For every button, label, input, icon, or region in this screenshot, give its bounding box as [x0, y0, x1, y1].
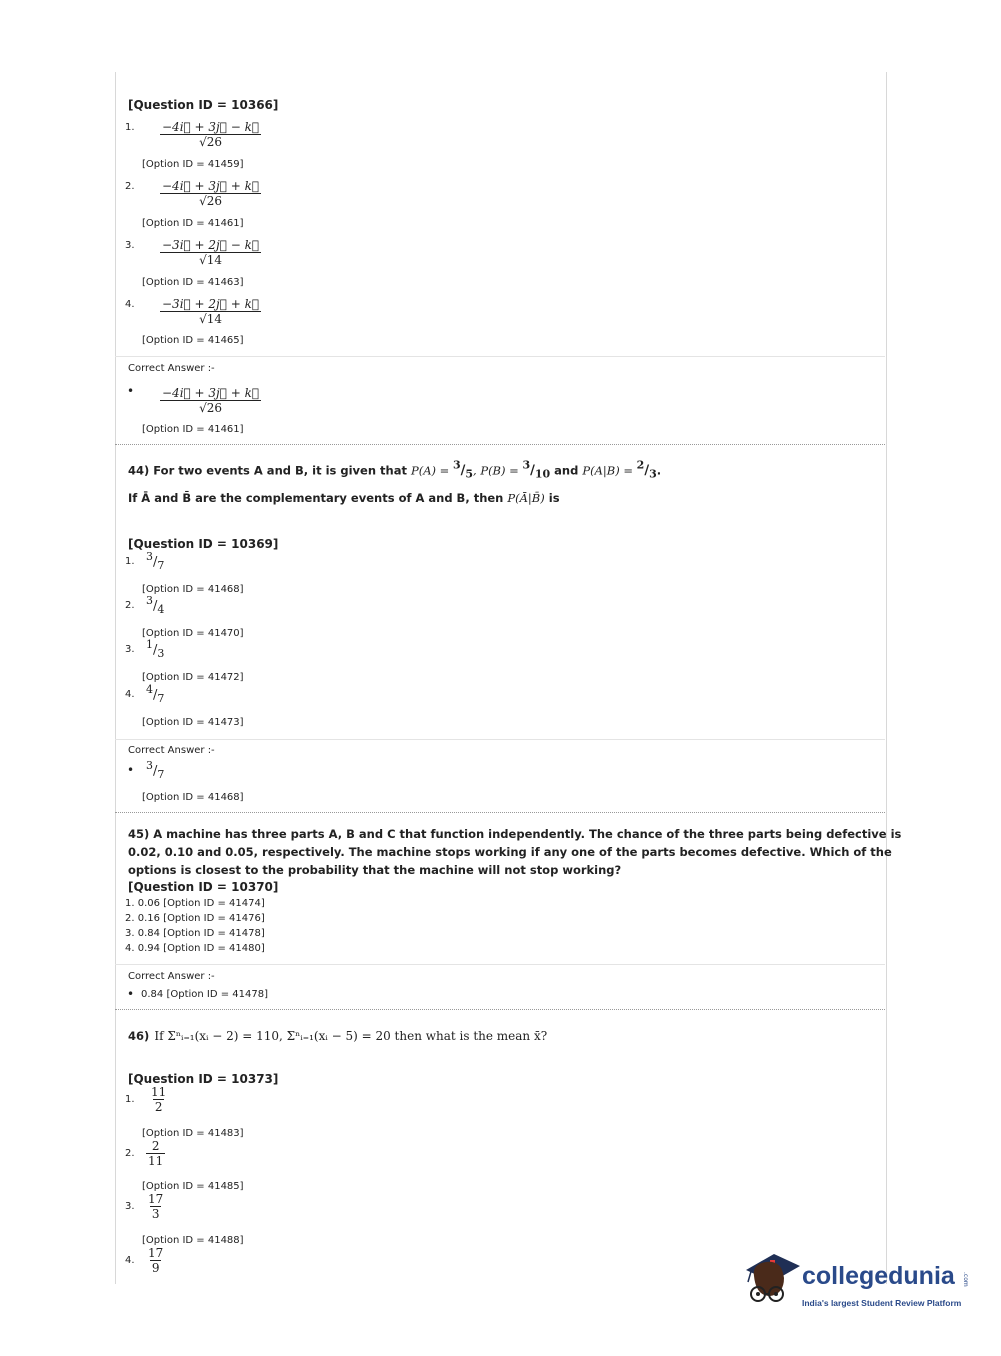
- correct-answer-label: Correct Answer :-: [128, 363, 215, 374]
- divider: [115, 812, 885, 813]
- fraction: $^3/_{10}$: [522, 459, 551, 481]
- question-44-text: 44) For two events A and B, it is given that $P(A) = ^3/_5$, $P(B) = ^3/_{10}$ and $P(A|B) = ^2/_3$.: [128, 459, 662, 481]
- option-3[interactable]: [160, 234, 261, 267]
- question-text: If Σⁿᵢ₌₁(xᵢ − 2) = 110, Σⁿᵢ₌₁(xᵢ − 5) = 20 then what is the mean x̄?: [154, 1029, 548, 1043]
- question-id: [Question ID = 10369]: [128, 537, 279, 551]
- frac-den: 7: [157, 767, 165, 781]
- frac-num: 1: [146, 638, 153, 651]
- option-2[interactable]: 2. 0.16 [Option ID = 41476]: [125, 913, 265, 924]
- frac-den: 11: [148, 1154, 164, 1168]
- option-4[interactable]: $^4/_7$: [146, 683, 165, 705]
- divider: [115, 1009, 885, 1010]
- mascot-icon: [744, 1250, 802, 1320]
- logo-name: collegedunia: [802, 1262, 955, 1290]
- option-id: [Option ID = 41459]: [142, 159, 244, 170]
- fraction: $^3/_5$: [452, 459, 474, 481]
- option-id: [Option ID = 41483]: [142, 1128, 244, 1139]
- question-45-text: [128, 825, 902, 879]
- option-id: [Option ID = 41465]: [142, 335, 244, 346]
- collegedunia-logo: [744, 1250, 974, 1320]
- correct-denominator: √26: [160, 400, 261, 415]
- frac-num: 2: [151, 1139, 160, 1153]
- frac-num: 4: [146, 683, 153, 696]
- option-number: 2.: [125, 1148, 135, 1159]
- option-id: [Option ID = 41473]: [142, 717, 244, 728]
- frac-num: 17: [148, 1246, 164, 1260]
- question-44-text-2: [128, 489, 560, 507]
- correct-answer-label: Correct Answer :-: [128, 971, 215, 982]
- frac-den: 7: [157, 558, 165, 572]
- fraction: $^2/_3$: [636, 459, 657, 481]
- bullet: •: [127, 763, 135, 777]
- question-number: 46): [128, 1029, 150, 1043]
- question-number: 45): [128, 827, 150, 841]
- question-line: A machine has three parts A, B and C that function independently. The chance of the three parts being defective is: [153, 827, 902, 841]
- option-number: 3.: [125, 644, 135, 655]
- question-id: [Question ID = 10370]: [128, 880, 279, 894]
- option-id: [Option ID = 41461]: [142, 218, 244, 229]
- frac-den: 10: [534, 467, 551, 481]
- option-2[interactable]: [146, 1139, 165, 1168]
- divider: [115, 964, 885, 965]
- logo-suffix: .com: [962, 1272, 969, 1287]
- option-id: [Option ID = 41468]: [142, 584, 244, 595]
- option-2[interactable]: [160, 175, 261, 208]
- frac-den: 3: [151, 1207, 160, 1221]
- frac-den: 3: [649, 467, 657, 481]
- question-id: [Question ID = 10366]: [128, 98, 279, 112]
- option-id: [Option ID = 41470]: [142, 628, 244, 639]
- frac-num: 3: [452, 459, 461, 472]
- is-word: is: [548, 491, 560, 505]
- math-pa: P(A) =: [410, 463, 453, 478]
- divider: [115, 444, 885, 445]
- option-1[interactable]: 1. 0.06 [Option ID = 41474]: [125, 898, 265, 909]
- bullet: •: [127, 987, 135, 1001]
- question-line: options is closest to the probability that the machine will not stop working?: [128, 863, 622, 877]
- option-1-denominator: √26: [160, 134, 261, 149]
- math-pab: P(A|B) =: [582, 463, 637, 478]
- option-3-numerator: −3i⃗ + 2j⃗ − k⃗: [162, 238, 260, 252]
- frac-num: 3: [146, 759, 153, 772]
- question-number: 44): [128, 463, 150, 478]
- option-2-numerator: −4i⃗ + 3j⃗ + k⃗: [162, 179, 260, 193]
- correct-answer-label: Correct Answer :-: [128, 745, 215, 756]
- option-number: 3.: [125, 1201, 135, 1212]
- question-46-text: [128, 1025, 547, 1045]
- math-pb: , P(B) =: [473, 463, 523, 478]
- correct-answer: [160, 382, 261, 415]
- question-line: 0.02, 0.10 and 0.05, respectively. The machine stops working if any one of the parts becomes defective. Which of the: [128, 845, 892, 859]
- option-1[interactable]: [149, 1085, 168, 1114]
- option-4-denominator: √14: [160, 311, 261, 326]
- correct-numerator: −4i⃗ + 3j⃗ + k⃗: [162, 386, 260, 400]
- frac-num: 3: [522, 459, 531, 472]
- frac-num: 17: [148, 1192, 164, 1206]
- frac-den: 4: [157, 602, 165, 616]
- option-id: [Option ID = 41488]: [142, 1235, 244, 1246]
- divider: [115, 739, 885, 740]
- option-4[interactable]: [146, 1246, 165, 1275]
- question-text: If Ā and B̄ are the complementary events of A and B, then: [128, 491, 504, 505]
- math-expr: P(Ā|B̄): [507, 491, 545, 505]
- option-4-numerator: −3i⃗ + 2j⃗ + k⃗: [162, 297, 260, 311]
- option-3[interactable]: 3. 0.84 [Option ID = 41478]: [125, 928, 265, 939]
- frac-num: 3: [146, 550, 153, 563]
- option-number: 4.: [125, 299, 135, 310]
- option-number: 1.: [125, 556, 135, 567]
- option-3-denominator: √14: [160, 252, 261, 267]
- option-number: 4.: [125, 689, 135, 700]
- divider: [115, 356, 885, 357]
- option-4[interactable]: 4. 0.94 [Option ID = 41480]: [125, 943, 265, 954]
- option-id: [Option ID = 41485]: [142, 1181, 244, 1192]
- correct-answer: $^3/_7$: [146, 759, 165, 781]
- option-3[interactable]: $^1/_3$: [146, 638, 165, 660]
- option-id: [Option ID = 41468]: [142, 792, 244, 803]
- option-1[interactable]: $^3/_7$: [146, 550, 165, 572]
- option-id: [Option ID = 41461]: [142, 424, 244, 435]
- and-word: and: [554, 463, 579, 478]
- option-2-denominator: √26: [160, 193, 261, 208]
- bullet: •: [127, 384, 135, 398]
- option-3[interactable]: [146, 1192, 165, 1221]
- question-text: For two events A and B, it is given that: [153, 463, 407, 478]
- logo-tagline: India's largest Student Review Platform: [802, 1298, 962, 1308]
- option-number: 3.: [125, 240, 135, 251]
- option-number: 4.: [125, 1255, 135, 1266]
- frac-num: 2: [636, 459, 645, 472]
- option-number: 2.: [125, 600, 135, 611]
- frac-den: 9: [151, 1261, 160, 1275]
- option-number: 2.: [125, 181, 135, 192]
- option-number: 1.: [125, 122, 135, 133]
- option-1-numerator: −4i⃗ + 3j⃗ − k⃗: [162, 120, 260, 134]
- correct-answer: 0.84 [Option ID = 41478]: [141, 989, 268, 1000]
- frac-num: 11: [151, 1085, 167, 1099]
- option-4[interactable]: [160, 293, 261, 326]
- frac-den: 2: [154, 1100, 163, 1114]
- frac-den: 5: [465, 467, 474, 481]
- option-2[interactable]: $^3/_4$: [146, 594, 165, 616]
- option-1[interactable]: [160, 116, 261, 149]
- frac-den: 3: [157, 646, 165, 660]
- option-number: 1.: [125, 1094, 135, 1105]
- question-id: [Question ID = 10373]: [128, 1072, 279, 1086]
- option-id: [Option ID = 41463]: [142, 277, 244, 288]
- option-id: [Option ID = 41472]: [142, 672, 244, 683]
- frac-num: 3: [146, 594, 153, 607]
- frac-den: 7: [157, 691, 165, 705]
